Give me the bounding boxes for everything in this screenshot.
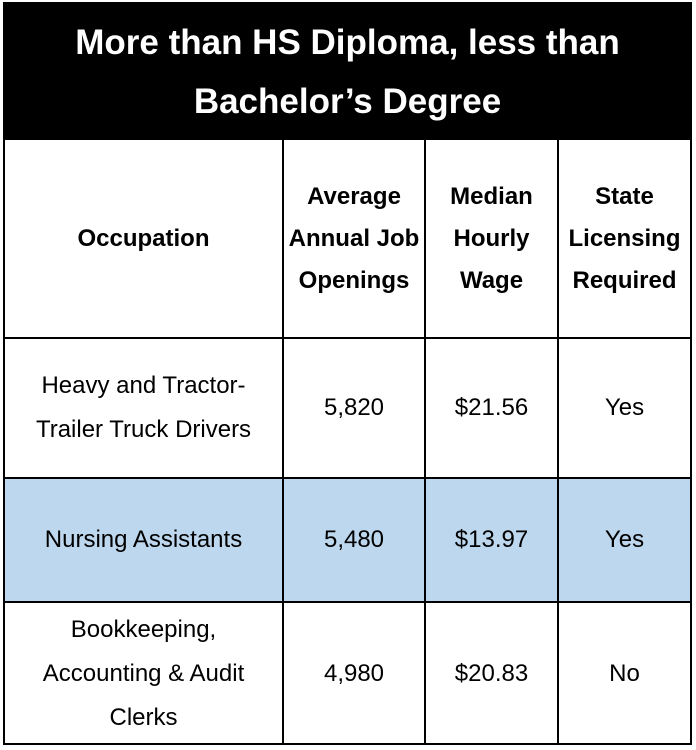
occupation-table — [5, 140, 690, 745]
cell-openings: 4,980 — [283, 602, 425, 745]
cell-licensing: Yes — [558, 478, 690, 602]
table-row — [5, 602, 690, 745]
header-annual-job-openings: Average Annual Job Openings — [283, 140, 425, 338]
table-title: More than HS Diploma, less than Bachelor’s Degree — [5, 4, 690, 140]
cell-openings: 5,820 — [283, 338, 425, 478]
table-header-row — [5, 140, 690, 338]
cell-openings: 5,480 — [283, 478, 425, 602]
table-row — [5, 338, 690, 478]
cell-occupation: Nursing Assistants — [5, 478, 283, 602]
cell-wage: $21.56 — [425, 338, 558, 478]
cell-licensing: Yes — [558, 338, 690, 478]
header-median-hourly-wage: Median Hourly Wage — [425, 140, 558, 338]
cell-wage: $13.97 — [425, 478, 558, 602]
table-row-highlighted — [5, 478, 690, 602]
header-state-licensing-required: State Licensing Required — [558, 140, 690, 338]
cell-occupation: Heavy and Tractor-Trailer Truck Drivers — [5, 338, 283, 478]
occupation-table-frame — [3, 2, 692, 745]
header-occupation: Occupation — [5, 140, 283, 338]
cell-occupation: Bookkeeping, Accounting & Audit Clerks — [5, 602, 283, 745]
cell-licensing: No — [558, 602, 690, 745]
cell-wage: $20.83 — [425, 602, 558, 745]
